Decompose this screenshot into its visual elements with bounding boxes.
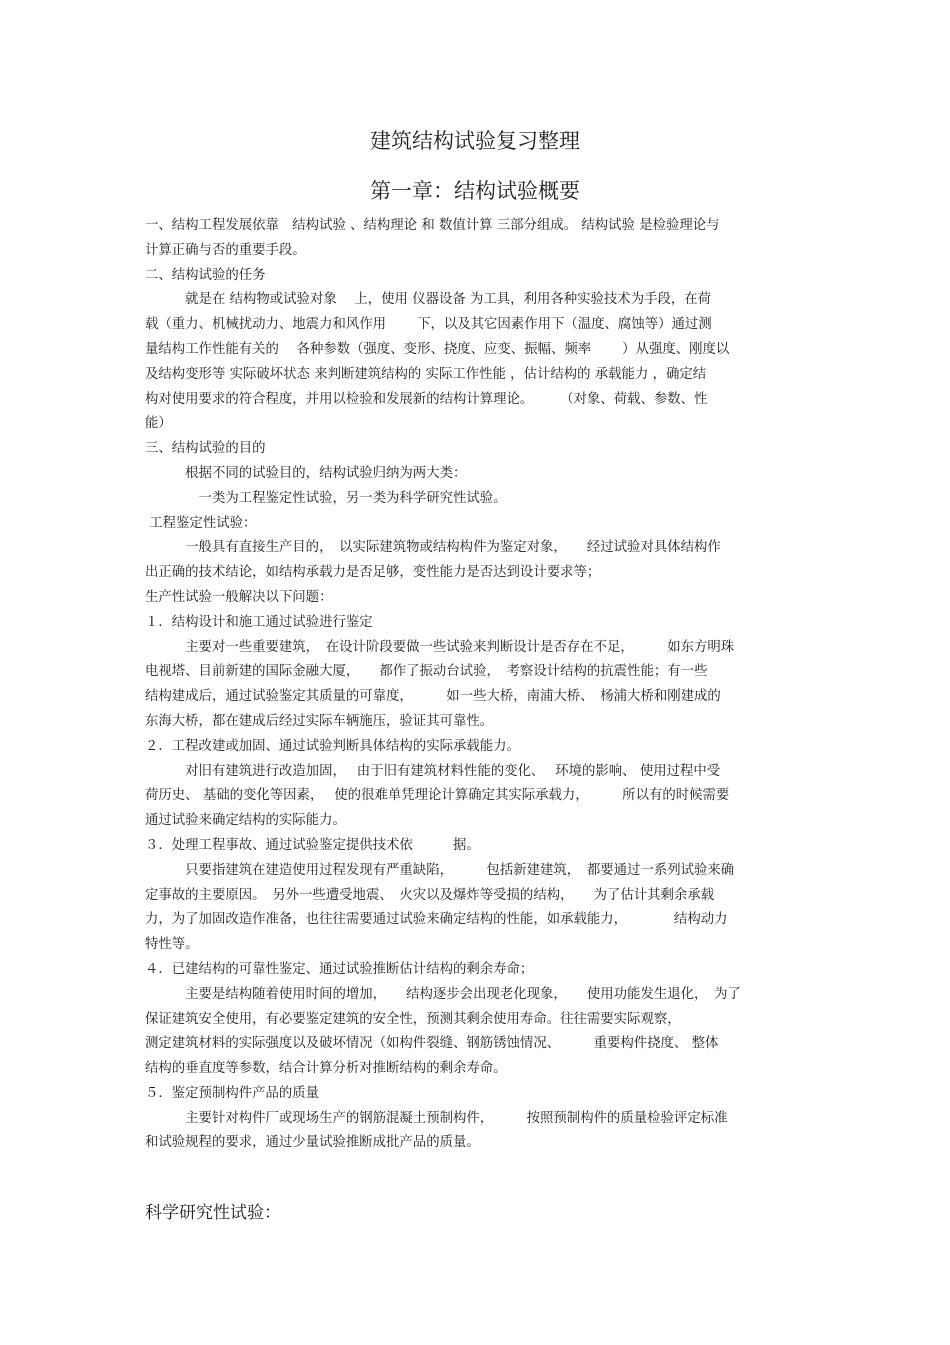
text-line: ５．鉴定预制构件产品的质量 (145, 1085, 320, 1101)
text-line: 东海大桥，都在建成后经过实际车辆施压，验证其可靠性。 (145, 713, 494, 729)
text-line: 保证建筑安全使用，有必要鉴定建筑的安全性，预测其剩余使用寿命。往往需要实际观察， (145, 1011, 681, 1027)
text-line: 就是在 结构物或试验对象 上，使用 仪器设备 为工具，利用各种实验技术为手段，在荷 (145, 292, 712, 308)
text-line: 二、结构试验的任务 (145, 267, 266, 283)
text-line: 主要是结构随着使用时间的增加， 结构逐步会出现老化现象， 使用功能发生退化， 为了 (145, 986, 741, 1002)
section-heading: 科学研究性试验： (145, 1203, 281, 1223)
text-line: 构对使用要求的符合程度，并用以检验和发展新的结构计算理论。 （对象、荷载、参数、性 (145, 391, 708, 407)
text-line: 根据不同的试验目的，结构试验归纳为两大类： (145, 465, 467, 481)
text-line: 能） (145, 416, 172, 432)
text-line: 生产性试验一般解决以下问题： (145, 589, 333, 605)
text-line: 主要对一些重要建筑， 在设计阶段要做一些试验来判断设计是否存在不足， 如东方明珠 (145, 639, 735, 655)
text-line: 荷历史、 基础的变化等因素， 使的很难单凭理论计算确定其实际承载力， 所以有的时候需要 (145, 788, 730, 804)
text-line: 电视塔、目前新建的国际金融大厦， 都作了振动台试验， 考察设计结构的抗震性能；有一些 (145, 664, 708, 680)
text-line: 和试验规程的要求，通过少量试验推断成批产品的质量。 (145, 1135, 480, 1151)
text-line: 特性等。 (145, 937, 199, 953)
text-line: 三、结构试验的目的 (145, 441, 266, 457)
text-line: 量结构工作性能有关的 各种参数（强度、变形、挠度、应变、振幅、频率 ）从强度、刚度以 (145, 341, 730, 357)
text-line: 只要指建筑在建造使用过程发现有严重缺陷， 包括新建建筑， 都要通过一系列试验来确 (145, 862, 735, 878)
text-line: 及结构变形等 实际破坏状态 来判断建筑结构的 实际工作性能 ，估计结构的 承载能力 ，确定结 (145, 366, 707, 382)
text-line: 出正确的技术结论，如结构承载力是否足够，变性能力是否达到设计要求等； (145, 565, 601, 581)
text-line: 工程鉴定性试验： (145, 515, 257, 531)
text-line: 结构的垂直度等参数，结合计算分析对推断结构的剩余寿命。 (145, 1061, 507, 1077)
text-line: 力，为了加固改造作准备，也往往需要通过试验来确定结构的性能，如承载能力， 结构动力 (145, 912, 728, 928)
text-line: １．结构设计和施工通过试验进行鉴定 (145, 614, 373, 630)
text-line: 定事故的主要原因。 另外一些遭受地震、 火灾以及爆炸等受损的结构， 为了估计其剩余承载 (145, 887, 715, 903)
text-line: 一类为工程鉴定性试验，另一类为科学研究性试验。 (145, 490, 507, 506)
text-line: ２．工程改建或加固、通过试验判断具体结构的实际承载能力。 (145, 738, 520, 754)
text-line: 测定建筑材料的实际强度以及破坏情况（如构件裂缝、钢筋锈蚀情况、 重要构件挠度、 整体 (145, 1036, 719, 1052)
text-line: 一般具有直接生产目的， 以实际建筑物或结构构件为鉴定对象， 经过试验对具体结构作 (145, 540, 721, 556)
text-line: 计算正确与否的重要手段。 (145, 242, 306, 258)
text-line: 对旧有建筑进行改造加固， 由于旧有建筑材料性能的变化、 环境的影响、 使用过程中受 (145, 763, 721, 779)
document-title: 建筑结构试验复习整理 (370, 129, 580, 153)
text-line: 主要针对构件厂或现场生产的钢筋混凝土预制构件， 按照预制构件的质量检验评定标准 (145, 1110, 728, 1126)
text-line: 通过试验来确定结构的实际能力。 (145, 813, 346, 829)
chapter-title: 第一章：结构试验概要 (370, 179, 580, 203)
text-line: ４．已建结构的可靠性鉴定、通过试验推断估计结构的剩余寿命； (145, 961, 534, 977)
text-line: 一、结构工程发展依靠 结构试验 、结构理论 和 数值计算 三部分组成。 结构试验 是检验理论与 (145, 218, 720, 233)
body-text (145, 214, 809, 1156)
text-line: ３．处理工程事故、通过试验鉴定提供技术依 据。 (145, 837, 480, 853)
text-line: 载（重力、机械扰动力、地震力和风作用 下，以及其它因素作用下（温度、腐蚀等）通过测 (145, 317, 712, 333)
text-line: 结构建成后，通过试验鉴定其质量的可靠度， 如一些大桥，南浦大桥、 杨浦大桥和刚建成的 (145, 689, 721, 705)
